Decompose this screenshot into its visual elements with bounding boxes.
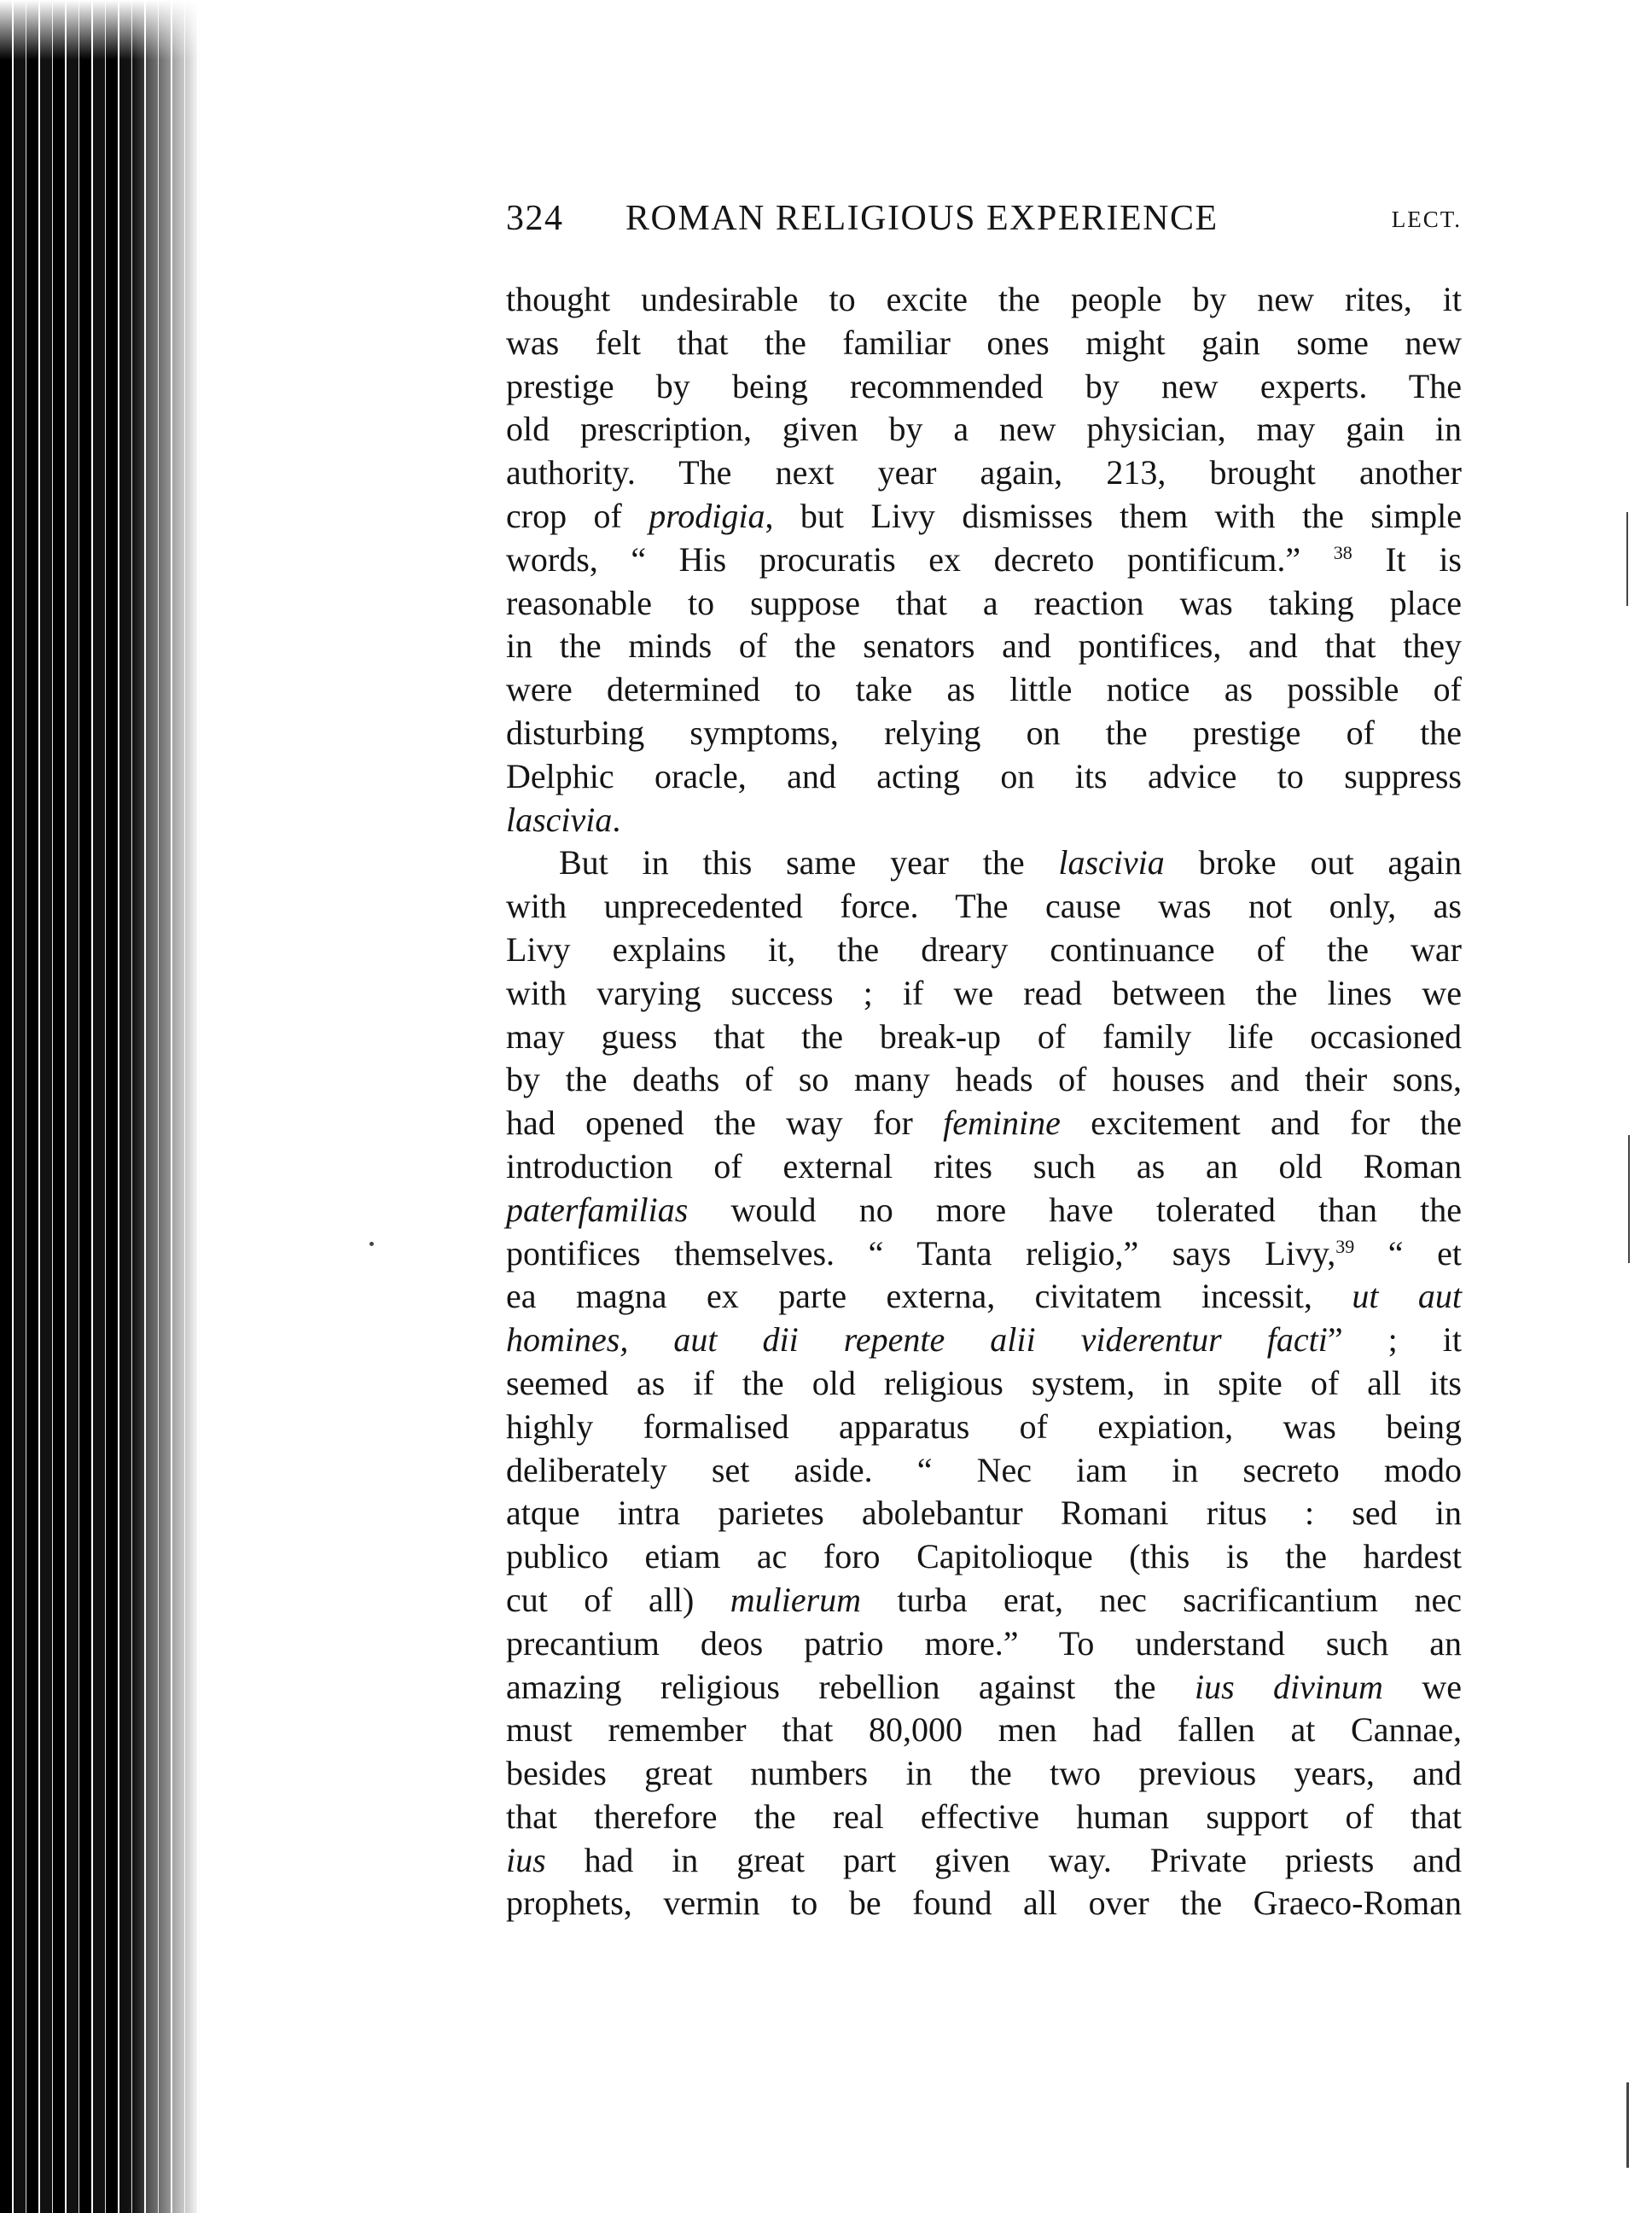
text-run: with varying success ; if we read between the lines we — [506, 973, 1462, 1012]
text-line — [506, 1709, 1462, 1752]
text-run: “ et — [1354, 1233, 1463, 1272]
text-line — [506, 799, 1462, 842]
text-run: pontifices themselves. “ Tanta religio,” says Livy, — [506, 1233, 1336, 1272]
text-line — [506, 1232, 1462, 1276]
text-line — [506, 1449, 1462, 1493]
text-run: disturbing symptoms, relying on the prestige of the — [506, 713, 1462, 752]
text-line — [506, 1145, 1462, 1189]
text-run: we — [1382, 1667, 1463, 1706]
text-run: in the minds of the senators and pontifices, and that they — [506, 626, 1462, 666]
text-line — [506, 929, 1462, 972]
text-line — [506, 1275, 1462, 1319]
text-run: with unprecedented force. The cause was not only, as — [506, 887, 1462, 926]
text-run: seemed as if the old religious system, in spite of all its — [506, 1363, 1462, 1402]
text-run: precantium deos patrio more.” To understand such an — [506, 1623, 1462, 1663]
text-line — [506, 1535, 1462, 1579]
text-line — [506, 755, 1462, 799]
scan-mark — [1626, 2082, 1629, 2168]
text-run: reasonable to suppose that a reaction was taking place — [506, 583, 1462, 622]
text-line — [506, 1839, 1462, 1883]
footnote-ref: 39 — [1335, 1235, 1355, 1257]
binding-top-fade — [0, 0, 201, 60]
scan-mark — [1628, 1135, 1630, 1263]
italic-text: mulierum — [730, 1580, 862, 1619]
text-line — [506, 1882, 1462, 1925]
text-line — [506, 668, 1462, 712]
text-run: prophets, vermin to be found all over the Graeco-Roman — [506, 1884, 1462, 1923]
text-line — [506, 1406, 1462, 1449]
text-run: prestige by being recommended by new experts. The — [506, 366, 1462, 405]
italic-text: feminine — [943, 1104, 1061, 1143]
text-run: must remember that 80,000 men had fallen at Cannae, — [506, 1710, 1462, 1750]
text-run: turba erat, nec sacrificantium nec — [861, 1580, 1462, 1619]
text-line — [506, 278, 1462, 322]
text-run: . — [612, 800, 621, 839]
footnote-ref: 38 — [1333, 541, 1352, 563]
text-line — [506, 1102, 1462, 1145]
text-run: authority. The next year again, 213, brought another — [506, 453, 1462, 492]
text-run: would no more have tolerated than the — [688, 1190, 1462, 1229]
text-run: by the deaths of so many heads of houses and their sons, — [506, 1060, 1462, 1099]
text-line — [506, 451, 1462, 495]
text-run: ea magna ex parte externa, civitatem incessit, — [506, 1277, 1352, 1316]
text-line — [506, 1579, 1462, 1622]
text-run: thought undesirable to excite the people by new rites, it — [506, 280, 1462, 318]
text-run: ” ; it — [1327, 1320, 1463, 1360]
text-run: were determined to take as little notice as possible of — [506, 670, 1462, 709]
text-line — [506, 1189, 1462, 1232]
italic-text: lascivia — [1058, 843, 1165, 882]
text-run: words, “ His procuratis ex decreto pontificum.” — [506, 539, 1334, 579]
text-line — [506, 885, 1462, 929]
text-line — [506, 1492, 1462, 1535]
text-line — [506, 1319, 1462, 1362]
text-line — [506, 408, 1462, 451]
italic-text: prodigia — [649, 496, 765, 535]
text-run: was felt that the familiar ones might gain some new — [506, 323, 1462, 362]
text-line — [506, 1622, 1462, 1666]
text-line — [506, 582, 1462, 626]
text-run: had in great part given way. Private priests and — [545, 1840, 1462, 1879]
text-run: introduction of external rites such as an old Roman — [506, 1146, 1462, 1185]
scan-mark — [369, 1242, 374, 1246]
text-line — [506, 365, 1462, 409]
text-run: highly formalised apparatus of expiation, was being — [506, 1406, 1462, 1446]
text-line — [506, 1362, 1462, 1406]
text-line — [506, 712, 1462, 755]
text-run: may guess that the break-up of family life occasioned — [506, 1016, 1462, 1056]
text-run: amazing religious rebellion against the — [506, 1667, 1195, 1706]
text-run: excitement and for the — [1060, 1104, 1462, 1143]
running-title: ROMAN RELIGIOUS EXPERIENCE — [625, 199, 1219, 238]
text-run: publico etiam ac foro Capitolioque (this is the hardest — [506, 1537, 1462, 1576]
text-run: cut of all) — [506, 1580, 730, 1619]
section-label: LECT. — [1391, 207, 1462, 232]
text-run: But in this same year the — [559, 843, 1059, 882]
italic-text: ius divinum — [1194, 1667, 1383, 1706]
text-run: besides great numbers in the two previous years, and — [506, 1754, 1462, 1793]
italic-text: paterfamilias — [506, 1190, 689, 1229]
italic-text: ius — [506, 1840, 546, 1879]
text-line — [506, 322, 1462, 365]
text-line — [506, 495, 1462, 539]
text-line — [506, 972, 1462, 1016]
page-number: 324 — [506, 199, 564, 238]
text-line — [506, 1796, 1462, 1839]
text-run: Livy explains it, the dreary continuance of the war — [506, 929, 1462, 969]
binding-fade — [128, 0, 201, 2213]
text-line — [506, 1752, 1462, 1796]
running-header — [506, 198, 1462, 249]
text-run: old prescription, given by a new physician, may gain in — [506, 410, 1462, 449]
italic-text: homines, aut dii repente alii viderentur facti — [506, 1320, 1328, 1360]
italic-text: ut aut — [1352, 1277, 1462, 1316]
text-line — [506, 625, 1462, 668]
text-run: Delphic oracle, and acting on its advice to suppress — [506, 756, 1462, 795]
text-run: had opened the way for — [506, 1104, 944, 1143]
text-line — [506, 539, 1462, 582]
scan-mark — [1626, 512, 1628, 606]
text-line — [506, 1016, 1462, 1059]
text-run: that therefore the real effective human support of that — [506, 1797, 1462, 1836]
text-run: atque intra parietes abolebantur Romani ritus : sed in — [506, 1494, 1462, 1533]
text-run: crop of — [506, 496, 649, 535]
text-line — [506, 842, 1462, 885]
body-text — [506, 278, 1462, 1925]
text-run: It is — [1352, 539, 1462, 579]
text-line — [506, 1666, 1462, 1709]
text-run: , but Livy dismisses them with the simple — [765, 496, 1463, 535]
text-run: broke out again — [1164, 843, 1462, 882]
text-run: deliberately set aside. “ Nec iam in secreto modo — [506, 1450, 1462, 1489]
italic-text: lascivia — [506, 800, 613, 839]
text-line — [506, 1058, 1462, 1102]
